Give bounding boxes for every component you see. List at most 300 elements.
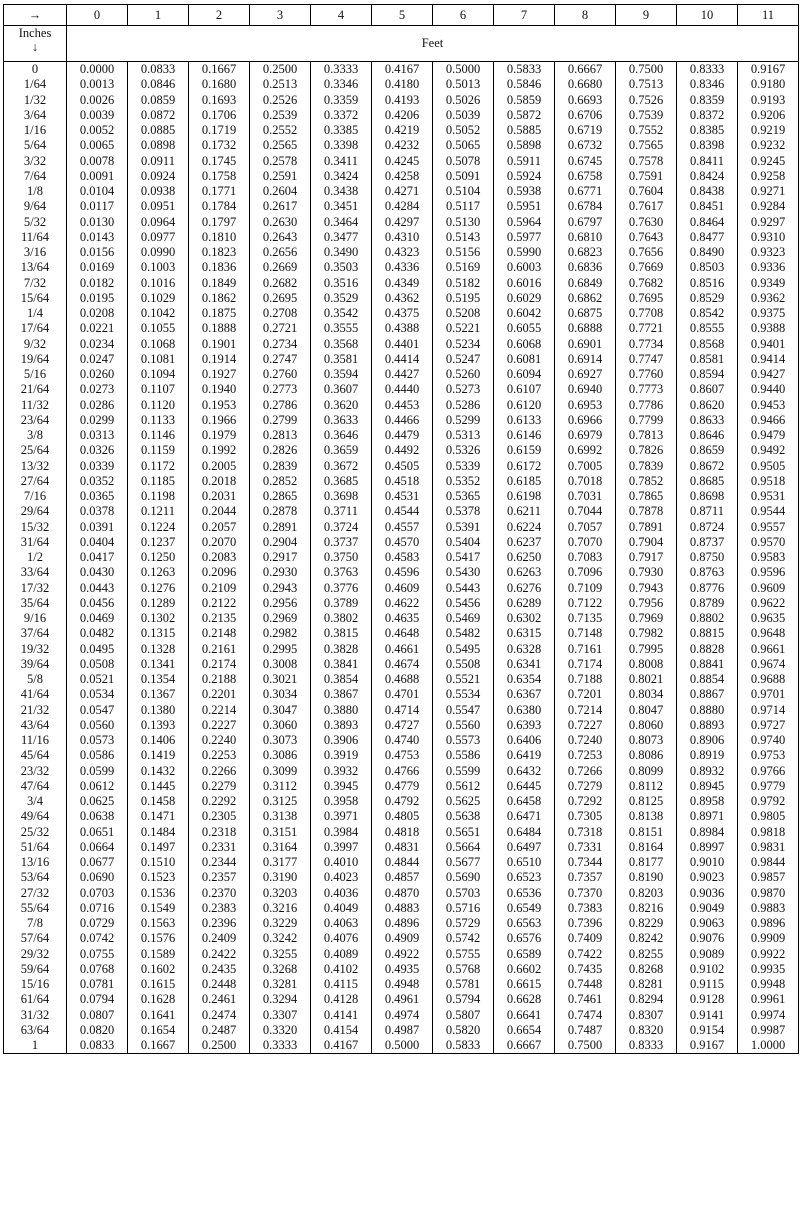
table-cell: 0.2826 (250, 443, 311, 458)
table-cell: 0.9232 (738, 138, 799, 153)
table-cell: 0.8841 (677, 657, 738, 672)
table-cell: 0.0156 (67, 245, 128, 260)
table-cell: 0.7904 (616, 535, 677, 550)
table-cell: 0.7917 (616, 550, 677, 565)
inch-label: 1/4 (4, 306, 67, 321)
inch-label: 25/32 (4, 825, 67, 840)
table-cell: 0.4896 (372, 916, 433, 931)
table-cell: 0.6406 (494, 733, 555, 748)
table-cell: 0.3568 (311, 337, 372, 352)
table-row (4, 321, 799, 336)
table-cell: 0.1120 (128, 398, 189, 413)
table-cell: 0.1888 (189, 321, 250, 336)
table-row (4, 962, 799, 977)
table-cell: 0.0885 (128, 123, 189, 138)
table-cell: 0.5247 (433, 352, 494, 367)
table-cell: 0.8490 (677, 245, 738, 260)
table-cell: 0.2591 (250, 169, 311, 184)
table-cell: 0.8034 (616, 687, 677, 702)
table-row (4, 947, 799, 962)
table-cell: 0.8971 (677, 809, 738, 824)
table-row (4, 581, 799, 596)
table-cell: 0.9987 (738, 1023, 799, 1038)
table-cell: 0.1484 (128, 825, 189, 840)
table-cell: 0.5703 (433, 886, 494, 901)
table-cell: 0.8880 (677, 703, 738, 718)
table-cell: 0.3594 (311, 367, 372, 382)
inch-label: 7/8 (4, 916, 67, 931)
table-cell: 0.4753 (372, 748, 433, 763)
table-cell: 0.5820 (433, 1023, 494, 1038)
table-cell: 0.7214 (555, 703, 616, 718)
table-cell: 0.8984 (677, 825, 738, 840)
table-cell: 0.2096 (189, 565, 250, 580)
table-cell: 0.7279 (555, 779, 616, 794)
inch-label: 1 (4, 1038, 67, 1054)
table-cell: 0.0391 (67, 520, 128, 535)
table-cell: 0.7773 (616, 382, 677, 397)
table-cell: 0.2630 (250, 215, 311, 230)
table-cell: 0.7240 (555, 733, 616, 748)
table-cell: 0.9193 (738, 93, 799, 108)
table-cell: 0.2500 (250, 62, 311, 78)
table-cell: 0.7852 (616, 474, 677, 489)
table-cell: 0.0664 (67, 840, 128, 855)
table-cell: 0.4271 (372, 184, 433, 199)
table-cell: 0.8698 (677, 489, 738, 504)
table-cell: 0.3451 (311, 199, 372, 214)
table-cell: 0.2161 (189, 642, 250, 657)
table-cell: 0.4427 (372, 367, 433, 382)
inch-label: 17/32 (4, 581, 67, 596)
table-cell: 0.6836 (555, 260, 616, 275)
table-cell: 0.1927 (189, 367, 250, 382)
table-cell: 0.0781 (67, 977, 128, 992)
table-cell: 0.0065 (67, 138, 128, 153)
table-cell: 0.8789 (677, 596, 738, 611)
table-cell: 0.1354 (128, 672, 189, 687)
table-cell: 0.8659 (677, 443, 738, 458)
table-cell: 0.6380 (494, 703, 555, 718)
table-cell: 0.7539 (616, 108, 677, 123)
table-cell: 0.0951 (128, 199, 189, 214)
table-cell: 0.7995 (616, 642, 677, 657)
table-cell: 0.6328 (494, 642, 555, 657)
table-cell: 0.4987 (372, 1023, 433, 1038)
col-header: 6 (433, 5, 494, 26)
table-cell: 0.0352 (67, 474, 128, 489)
table-cell: 0.8568 (677, 337, 738, 352)
col-header: 11 (738, 5, 799, 26)
table-cell: 0.0430 (67, 565, 128, 580)
table-cell: 0.4115 (311, 977, 372, 992)
inch-label: 7/32 (4, 276, 67, 291)
table-cell: 0.9766 (738, 764, 799, 779)
table-cell: 0.0456 (67, 596, 128, 611)
table-cell: 0.5026 (433, 93, 494, 108)
table-cell: 0.1367 (128, 687, 189, 702)
inch-label: 51/64 (4, 840, 67, 855)
table-cell: 0.8815 (677, 626, 738, 641)
table-cell: 0.4375 (372, 306, 433, 321)
table-cell: 0.9310 (738, 230, 799, 245)
table-cell: 0.4284 (372, 199, 433, 214)
inch-label: 29/32 (4, 947, 67, 962)
table-cell: 0.9883 (738, 901, 799, 916)
table-cell: 0.0560 (67, 718, 128, 733)
table-cell: 0.9857 (738, 870, 799, 885)
table-cell: 0.8737 (677, 535, 738, 550)
table-row (4, 154, 799, 169)
table-row (4, 901, 799, 916)
table-cell: 0.0911 (128, 154, 189, 169)
col-header: 7 (494, 5, 555, 26)
table-cell: 0.8542 (677, 306, 738, 321)
table-cell: 0.7526 (616, 93, 677, 108)
table-cell: 0.5000 (372, 1038, 433, 1054)
table-cell: 0.4609 (372, 581, 433, 596)
table-cell: 0.3958 (311, 794, 372, 809)
table-row (4, 1008, 799, 1023)
table-cell: 0.2474 (189, 1008, 250, 1023)
table-cell: 0.0495 (67, 642, 128, 657)
inch-label: 19/32 (4, 642, 67, 657)
table-cell: 0.9102 (677, 962, 738, 977)
table-cell: 0.3464 (311, 215, 372, 230)
table-cell: 0.3893 (311, 718, 372, 733)
table-cell: 0.4701 (372, 687, 433, 702)
table-cell: 0.5130 (433, 215, 494, 230)
table-cell: 0.3307 (250, 1008, 311, 1023)
table-cell: 0.5729 (433, 916, 494, 931)
table-cell: 0.7135 (555, 611, 616, 626)
inch-label: 1/2 (4, 550, 67, 565)
inch-label: 47/64 (4, 779, 67, 794)
table-cell: 0.3411 (311, 154, 372, 169)
inch-label: 17/64 (4, 321, 67, 336)
table-cell: 0.5352 (433, 474, 494, 489)
table-row (4, 108, 799, 123)
inch-label: 13/16 (4, 855, 67, 870)
table-cell: 0.1914 (189, 352, 250, 367)
inch-label: 21/64 (4, 382, 67, 397)
table-cell: 0.0807 (67, 1008, 128, 1023)
table-cell: 0.8359 (677, 93, 738, 108)
table-cell: 0.5195 (433, 291, 494, 306)
table-cell: 0.9792 (738, 794, 799, 809)
table-cell: 0.2109 (189, 581, 250, 596)
inch-label: 61/64 (4, 992, 67, 1007)
table-cell: 0.9128 (677, 992, 738, 1007)
table-cell: 0.3424 (311, 169, 372, 184)
table-row (4, 779, 799, 794)
table-cell: 0.8529 (677, 291, 738, 306)
table-cell: 0.6224 (494, 520, 555, 535)
table-cell: 0.6445 (494, 779, 555, 794)
table-cell: 0.4766 (372, 764, 433, 779)
table-cell: 0.4909 (372, 931, 433, 946)
table-cell: 0.1107 (128, 382, 189, 397)
table-cell: 0.2943 (250, 581, 311, 596)
table-cell: 0.5859 (494, 93, 555, 108)
table-cell: 0.4857 (372, 870, 433, 885)
table-cell: 0.6133 (494, 413, 555, 428)
table-cell: 0.7174 (555, 657, 616, 672)
table-cell: 0.2786 (250, 398, 311, 413)
table-cell: 0.1471 (128, 809, 189, 824)
table-cell: 0.6198 (494, 489, 555, 504)
table-cell: 0.4818 (372, 825, 433, 840)
table-cell: 0.7956 (616, 596, 677, 611)
table-cell: 0.3490 (311, 245, 372, 260)
table-row (4, 215, 799, 230)
table-cell: 0.6016 (494, 276, 555, 291)
table-cell: 0.0625 (67, 794, 128, 809)
table-cell: 0.7383 (555, 901, 616, 916)
inch-label: 5/16 (4, 367, 67, 382)
table-cell: 0.6094 (494, 367, 555, 382)
table-cell: 0.9661 (738, 642, 799, 657)
table-cell: 0.3984 (311, 825, 372, 840)
table-cell: 0.2617 (250, 199, 311, 214)
table-cell: 0.4727 (372, 718, 433, 733)
table-cell: 0.9479 (738, 428, 799, 443)
table-cell: 0.9948 (738, 977, 799, 992)
inch-label: 9/32 (4, 337, 67, 352)
table-cell: 0.1680 (189, 77, 250, 92)
table-cell: 0.9154 (677, 1023, 738, 1038)
table-cell: 0.8763 (677, 565, 738, 580)
table-cell: 0.5365 (433, 489, 494, 504)
table-row (4, 428, 799, 443)
table-cell: 0.4102 (311, 962, 372, 977)
table-cell: 0.8177 (616, 855, 677, 870)
table-cell: 0.8346 (677, 77, 738, 92)
table-cell: 0.8008 (616, 657, 677, 672)
table-cell: 0.2891 (250, 520, 311, 535)
table-cell: 0.2917 (250, 550, 311, 565)
table-cell: 0.9531 (738, 489, 799, 504)
table-cell: 0.3255 (250, 947, 311, 962)
table-cell: 0.8828 (677, 642, 738, 657)
table-cell: 0.1042 (128, 306, 189, 321)
table-cell: 0.9167 (677, 1038, 738, 1054)
table-cell: 0.1953 (189, 398, 250, 413)
table-cell: 0.9609 (738, 581, 799, 596)
table-cell: 0.1458 (128, 794, 189, 809)
table-cell: 0.3333 (311, 62, 372, 78)
table-cell: 0.0378 (67, 504, 128, 519)
table-cell: 0.0859 (128, 93, 189, 108)
table-cell: 0.5078 (433, 154, 494, 169)
table-cell: 0.6029 (494, 291, 555, 306)
table-cell: 0.1641 (128, 1008, 189, 1023)
table-cell: 0.2422 (189, 947, 250, 962)
table-cell: 0.1094 (128, 367, 189, 382)
table-cell: 0.5833 (433, 1038, 494, 1054)
table-cell: 0.2135 (189, 611, 250, 626)
table-cell: 0.6667 (555, 62, 616, 78)
table-cell: 0.9297 (738, 215, 799, 230)
table-cell: 0.3477 (311, 230, 372, 245)
inch-label: 3/8 (4, 428, 67, 443)
table-cell: 0.4388 (372, 321, 433, 336)
table-cell: 0.4622 (372, 596, 433, 611)
table-cell: 0.7409 (555, 931, 616, 946)
table-cell: 0.3372 (311, 108, 372, 123)
table-row (4, 794, 799, 809)
table-cell: 0.7161 (555, 642, 616, 657)
table-cell: 0.5430 (433, 565, 494, 580)
table-cell: 0.5156 (433, 245, 494, 260)
table-cell: 0.2461 (189, 992, 250, 1007)
table-cell: 0.8047 (616, 703, 677, 718)
table-cell: 0.4453 (372, 398, 433, 413)
table-cell: 0.2044 (189, 504, 250, 519)
table-cell: 0.7839 (616, 459, 677, 474)
table-row (4, 443, 799, 458)
inch-label: 15/16 (4, 977, 67, 992)
table-cell: 0.4674 (372, 657, 433, 672)
table-cell: 0.8464 (677, 215, 738, 230)
table-cell: 0.5417 (433, 550, 494, 565)
table-row (4, 62, 799, 78)
inch-label: 3/16 (4, 245, 67, 260)
table-cell: 0.5977 (494, 230, 555, 245)
table-cell: 0.5234 (433, 337, 494, 352)
table-cell: 0.6654 (494, 1023, 555, 1038)
table-cell: 0.9831 (738, 840, 799, 855)
inch-label: 7/64 (4, 169, 67, 184)
table-cell: 0.5469 (433, 611, 494, 626)
table-cell: 0.9961 (738, 992, 799, 1007)
table-cell: 0.5794 (433, 992, 494, 1007)
table-cell: 0.0677 (67, 855, 128, 870)
table-cell: 0.0130 (67, 215, 128, 230)
inch-label: 35/64 (4, 596, 67, 611)
inch-label: 11/16 (4, 733, 67, 748)
table-cell: 0.2214 (189, 703, 250, 718)
table-cell: 0.5560 (433, 718, 494, 733)
table-cell: 0.3997 (311, 840, 372, 855)
table-cell: 0.3229 (250, 916, 311, 931)
table-cell: 0.5690 (433, 870, 494, 885)
table-cell: 0.4036 (311, 886, 372, 901)
table-cell: 0.3099 (250, 764, 311, 779)
table-cell: 0.3646 (311, 428, 372, 443)
table-cell: 0.8398 (677, 138, 738, 153)
inch-label: 5/32 (4, 215, 67, 230)
table-cell: 0.2721 (250, 321, 311, 336)
table-row (4, 459, 799, 474)
table-cell: 0.5052 (433, 123, 494, 138)
table-cell: 0.3737 (311, 535, 372, 550)
table-cell: 0.5625 (433, 794, 494, 809)
table-cell: 0.5664 (433, 840, 494, 855)
table-cell: 0.2188 (189, 672, 250, 687)
table-cell: 0.9336 (738, 260, 799, 275)
table-cell: 0.8333 (677, 62, 738, 78)
table-cell: 0.5391 (433, 520, 494, 535)
table-cell: 0.2266 (189, 764, 250, 779)
table-cell: 0.8372 (677, 108, 738, 123)
table-cell: 0.5768 (433, 962, 494, 977)
table-cell: 0.6966 (555, 413, 616, 428)
table-cell: 0.1198 (128, 489, 189, 504)
table-cell: 0.8424 (677, 169, 738, 184)
inch-label: 15/64 (4, 291, 67, 306)
table-cell: 0.2357 (189, 870, 250, 885)
table-cell: 0.3932 (311, 764, 372, 779)
table-cell: 0.1315 (128, 626, 189, 641)
table-cell: 0.4544 (372, 504, 433, 519)
table-row (4, 245, 799, 260)
table-row (4, 809, 799, 824)
table-cell: 0.4349 (372, 276, 433, 291)
col-header: 4 (311, 5, 372, 26)
table-cell: 0.8724 (677, 520, 738, 535)
table-cell: 0.0599 (67, 764, 128, 779)
table-cell: 0.3281 (250, 977, 311, 992)
table-cell: 0.3971 (311, 809, 372, 824)
table-cell: 0.5221 (433, 321, 494, 336)
table-cell: 0.6536 (494, 886, 555, 901)
table-cell: 0.9870 (738, 886, 799, 901)
table-cell: 0.0508 (67, 657, 128, 672)
table-cell: 0.0091 (67, 169, 128, 184)
table-cell: 0.5872 (494, 108, 555, 123)
table-cell: 0.5013 (433, 77, 494, 92)
table-cell: 0.0260 (67, 367, 128, 382)
table-cell: 0.9753 (738, 748, 799, 763)
table-cell: 0.9453 (738, 398, 799, 413)
inch-label: 5/64 (4, 138, 67, 153)
table-cell: 0.7227 (555, 718, 616, 733)
table-cell: 0.3151 (250, 825, 311, 840)
table-row (4, 718, 799, 733)
table-cell: 0.5716 (433, 901, 494, 916)
table-cell: 0.1693 (189, 93, 250, 108)
table-cell: 0.3763 (311, 565, 372, 580)
table-cell: 0.3750 (311, 550, 372, 565)
table-cell: 0.0833 (67, 1038, 128, 1054)
table-cell: 0.2083 (189, 550, 250, 565)
table-cell: 0.7122 (555, 596, 616, 611)
table-cell: 0.6888 (555, 321, 616, 336)
table-cell: 0.4844 (372, 855, 433, 870)
table-row (4, 855, 799, 870)
table-cell: 0.4049 (311, 901, 372, 916)
table-cell: 0.7721 (616, 321, 677, 336)
table-cell: 0.3320 (250, 1023, 311, 1038)
inch-label: 31/64 (4, 535, 67, 550)
table-cell: 0.7943 (616, 581, 677, 596)
table-cell: 0.2760 (250, 367, 311, 382)
table-cell: 0.1393 (128, 718, 189, 733)
table-cell: 0.3047 (250, 703, 311, 718)
table-cell: 0.1836 (189, 260, 250, 275)
table-row (4, 535, 799, 550)
table-cell: 0.5964 (494, 215, 555, 230)
table-cell: 0.4323 (372, 245, 433, 260)
table-cell: 0.9440 (738, 382, 799, 397)
table-cell: 0.3138 (250, 809, 311, 824)
table-cell: 0.9063 (677, 916, 738, 931)
table-row (4, 230, 799, 245)
table-cell: 0.0286 (67, 398, 128, 413)
table-cell: 0.2982 (250, 626, 311, 641)
table-cell: 0.8268 (616, 962, 677, 977)
